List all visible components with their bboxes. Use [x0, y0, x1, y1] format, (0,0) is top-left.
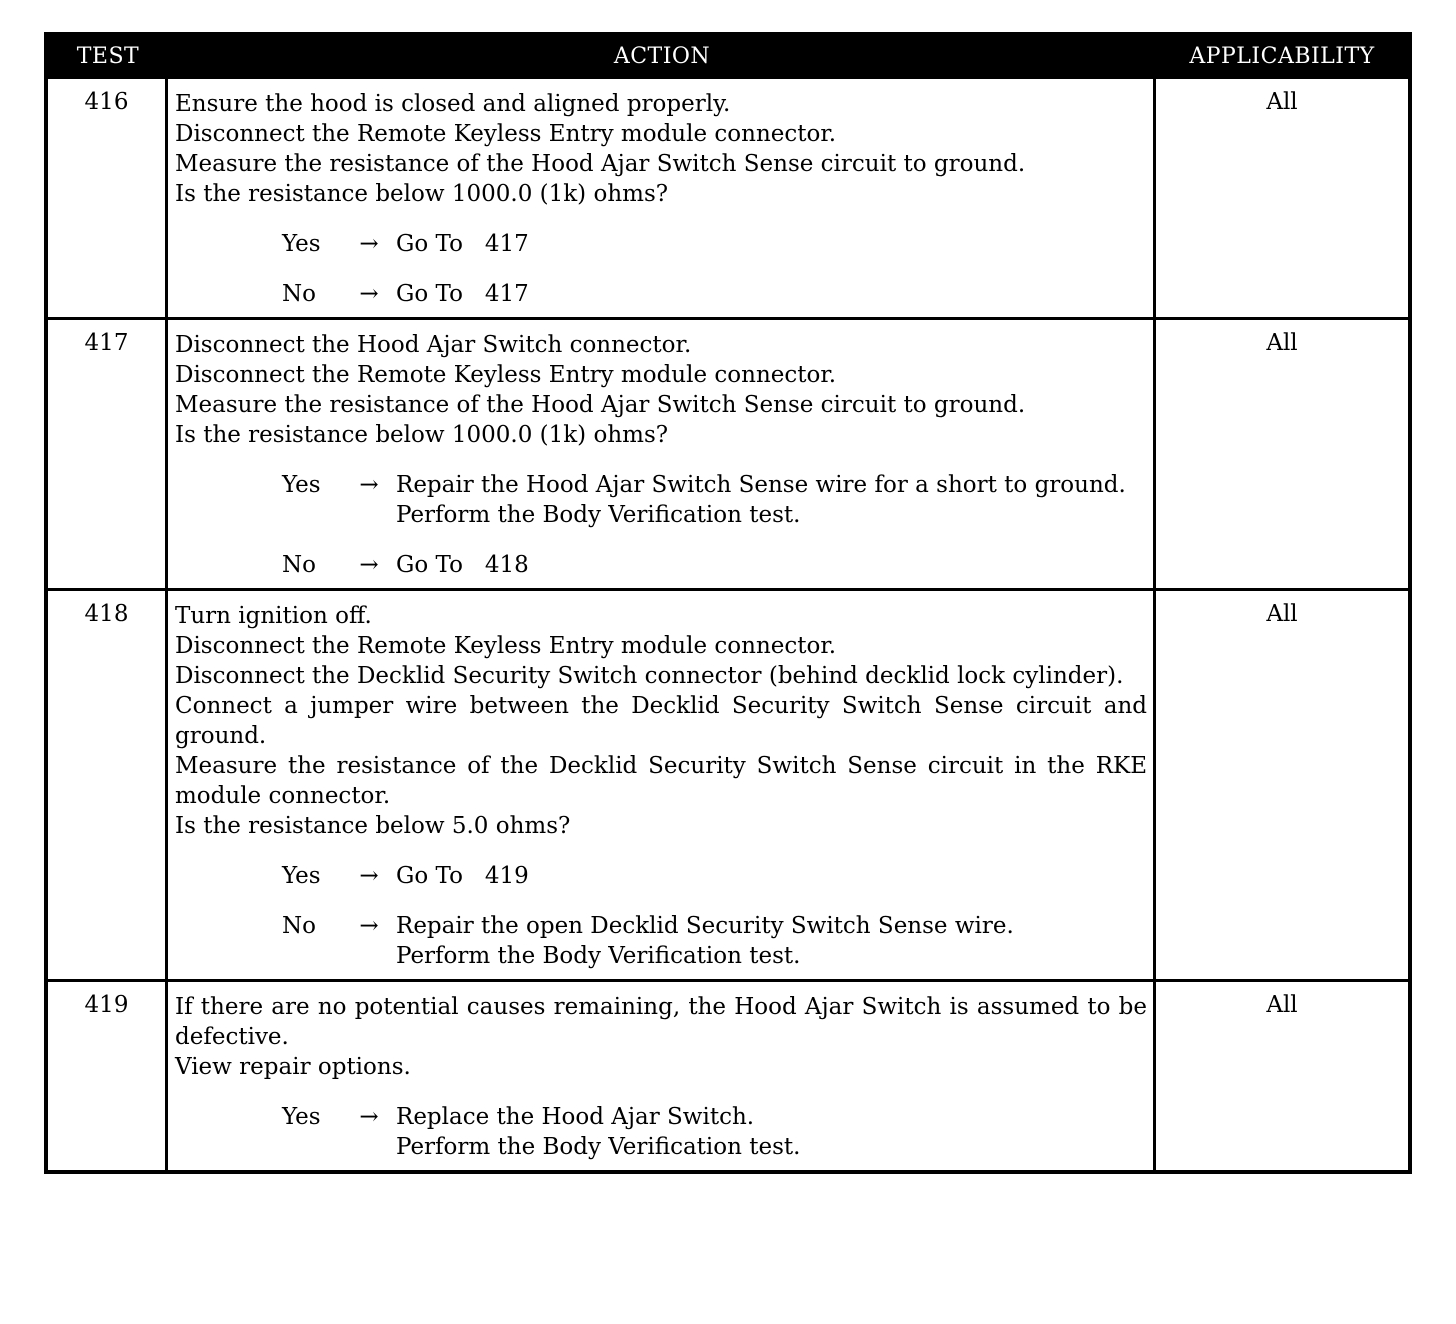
action-step: Disconnect the Remote Keyless Entry module connector. [175, 362, 837, 388]
result-text [396, 550, 529, 580]
response-yes [175, 1102, 1147, 1162]
applicability-value: All [1266, 601, 1298, 627]
action-steps [175, 89, 1147, 209]
action-step: Turn ignition off. [175, 603, 372, 629]
test-number: 418 [48, 591, 168, 979]
answer-label: No [282, 281, 316, 307]
action-step: Is the resistance below 5.0 ohms? [175, 813, 571, 839]
result-text [396, 861, 529, 891]
test-number: 417 [48, 320, 168, 588]
table-row [48, 76, 1408, 317]
action-step: Measure the resistance of the Hood Ajar Switch Sense circuit to ground. [175, 392, 1026, 418]
action-cell [168, 320, 1156, 588]
arrow-icon: → [359, 1104, 379, 1130]
action-step: If there are no potential causes remaining, the Hood Ajar Switch is assumed to be defective. [175, 994, 1147, 1050]
action-steps [175, 601, 1147, 841]
table-row [48, 317, 1408, 588]
answer-label: Yes [282, 1104, 321, 1130]
diagnostic-table [44, 32, 1412, 1174]
table-header [48, 36, 1408, 76]
result-line: Repair the open Decklid Security Switch Sense wire. [396, 913, 1014, 939]
table-row [48, 588, 1408, 979]
applicability-value: All [1266, 89, 1298, 115]
arrow-icon: → [359, 552, 379, 578]
arrow-icon: → [359, 913, 379, 939]
arrow-icon: → [359, 863, 379, 889]
header-action: ACTION [613, 43, 711, 69]
action-step: Is the resistance below 1000.0 (1k) ohms? [175, 422, 669, 448]
result-line: Go To 417 [396, 281, 529, 307]
action-step: View repair options. [175, 1054, 411, 1080]
action-step: Is the resistance below 1000.0 (1k) ohms? [175, 181, 669, 207]
result-text [396, 1102, 800, 1162]
response-no [175, 911, 1147, 971]
applicability-value: All [1266, 992, 1298, 1018]
header-test: TEST [76, 43, 140, 69]
answer-label: Yes [282, 863, 321, 889]
test-number: 416 [48, 79, 168, 317]
action-steps [175, 992, 1147, 1082]
table-row [48, 979, 1408, 1170]
action-step: Measure the resistance of the Hood Ajar Switch Sense circuit to ground. [175, 151, 1026, 177]
arrow-icon: → [359, 231, 379, 257]
response-no [175, 550, 1147, 580]
result-line: Perform the Body Verification test. [396, 943, 801, 969]
action-cell [168, 591, 1156, 979]
action-cell [168, 79, 1156, 317]
answer-label: No [282, 552, 316, 578]
answer-label: No [282, 913, 316, 939]
action-step: Connect a jumper wire between the Decklid Security Switch Sense circuit and ground. [175, 693, 1147, 749]
result-text [396, 911, 1014, 971]
action-step: Ensure the hood is closed and aligned properly. [175, 91, 731, 117]
answer-label: Yes [282, 231, 321, 257]
result-text [396, 229, 529, 259]
result-line: Perform the Body Verification test. [396, 502, 801, 528]
response-yes [175, 861, 1147, 891]
applicability-value: All [1266, 330, 1298, 356]
test-number: 419 [48, 982, 168, 1170]
result-line: Replace the Hood Ajar Switch. [396, 1104, 755, 1130]
response-yes [175, 470, 1147, 530]
result-line: Repair the Hood Ajar Switch Sense wire for a short to ground. [396, 472, 1126, 498]
arrow-icon: → [359, 472, 379, 498]
answer-label: Yes [282, 472, 321, 498]
arrow-icon: → [359, 281, 379, 307]
action-step: Disconnect the Remote Keyless Entry module connector. [175, 633, 837, 659]
result-line: Go To 417 [396, 231, 529, 257]
action-step: Measure the resistance of the Decklid Security Switch Sense circuit in the RKE module connector. [175, 753, 1147, 809]
response-yes [175, 229, 1147, 259]
header-applicability: APPLICABILITY [1189, 43, 1375, 69]
action-step: Disconnect the Hood Ajar Switch connector. [175, 332, 692, 358]
action-cell [168, 982, 1156, 1170]
result-line: Go To 419 [396, 863, 529, 889]
result-line: Go To 418 [396, 552, 529, 578]
result-line: Perform the Body Verification test. [396, 1134, 801, 1160]
action-steps [175, 330, 1147, 450]
result-text [396, 470, 1126, 530]
action-step: Disconnect the Remote Keyless Entry module connector. [175, 121, 837, 147]
action-step: Disconnect the Decklid Security Switch connector (behind decklid lock cylinder). [175, 663, 1124, 689]
response-no [175, 279, 1147, 309]
result-text [396, 279, 529, 309]
